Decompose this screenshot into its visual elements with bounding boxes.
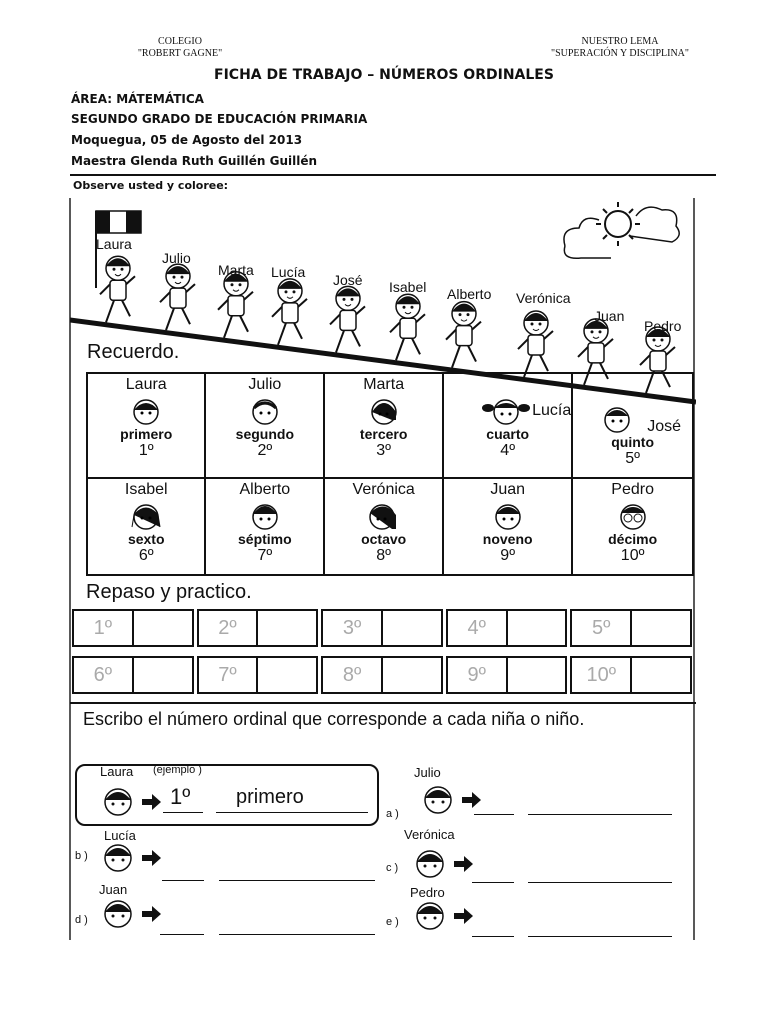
- practice-row-2: [72, 656, 692, 694]
- boy-face-icon: [490, 501, 526, 531]
- item-letter-b: b ): [75, 850, 88, 862]
- answer-word-line[interactable]: [528, 936, 672, 937]
- practice-pair: [446, 609, 568, 647]
- race-name-laura: Laura: [96, 236, 132, 252]
- child-face-arrow-icon: [105, 845, 161, 871]
- practice-pair: [570, 609, 692, 647]
- practice-answer-box[interactable]: [258, 609, 318, 647]
- teacher-label: Maestra Glenda Ruth Guillén Guillén: [71, 154, 318, 168]
- cell-name: José: [647, 418, 682, 435]
- practice-pair: [446, 656, 568, 694]
- practice-pair: [197, 609, 319, 647]
- cell-name: Marta: [363, 376, 405, 393]
- cell-name: Alberto: [239, 481, 291, 499]
- cell-number: 6º: [138, 547, 154, 565]
- cell-ordinal: tercero: [359, 426, 408, 442]
- cell-ordinal: noveno: [482, 531, 533, 548]
- running-child-figure: [160, 264, 195, 330]
- practice-number: 8º: [321, 656, 383, 694]
- recuerdo-cell: [443, 373, 572, 478]
- section-divider: [70, 702, 696, 704]
- running-child-figure: [446, 302, 481, 368]
- running-child-figure: [272, 279, 307, 345]
- cell-ordinal: décimo: [608, 531, 658, 548]
- cell-name: Juan: [490, 481, 526, 499]
- cell-number: 10º: [620, 547, 645, 565]
- practice-number: 6º: [72, 656, 134, 694]
- practice-answer-box[interactable]: [632, 656, 692, 694]
- recuerdo-cell: [324, 373, 443, 478]
- answer-word-line[interactable]: [528, 814, 672, 815]
- item-letter-d: d ): [75, 914, 88, 926]
- race-name-julio: Julio: [162, 250, 191, 266]
- running-child-figure: [100, 256, 135, 322]
- child-face-arrow-icon: [417, 851, 473, 877]
- practice-number: 4º: [446, 609, 508, 647]
- cell-ordinal: sexto: [127, 531, 165, 548]
- practice-number: 9º: [446, 656, 508, 694]
- instruction-text: Observe usted y coloree:: [73, 179, 229, 192]
- recuerdo-cell: [443, 478, 572, 575]
- race-name-veronica: Verónica: [516, 290, 571, 306]
- recuerdo-cell: [205, 373, 324, 478]
- cell-ordinal: quinto: [611, 434, 654, 450]
- cell-name: Lucía: [532, 402, 572, 419]
- date-label: Moquegua, 05 de Agosto del 2013: [71, 133, 303, 147]
- example-word: primero: [236, 786, 304, 808]
- header-divider: [70, 174, 716, 176]
- cell-number: 9º: [500, 547, 516, 565]
- cell-number: 7º: [257, 547, 273, 565]
- cell-number: 3º: [376, 442, 392, 459]
- cell-name: Verónica: [352, 481, 415, 499]
- item-letter-e: e ): [386, 916, 399, 928]
- answer-word-line[interactable]: [219, 934, 375, 935]
- cell-ordinal: octavo: [361, 531, 407, 548]
- practice-answer-box[interactable]: [383, 609, 443, 647]
- school-name: [120, 36, 240, 60]
- recuerdo-heading: Recuerdo.: [87, 341, 180, 363]
- practice-answer-box[interactable]: [632, 609, 692, 647]
- girl-face-icon: [128, 396, 164, 426]
- practice-pair: [197, 656, 319, 694]
- girl-face-icon: [128, 501, 164, 531]
- child-face-arrow-icon: [417, 903, 473, 929]
- race-name-juan: Juan: [594, 308, 625, 324]
- child-face-arrow-icon: [105, 789, 161, 815]
- area-label: ÁREA: MÁTEMÁTICA: [71, 92, 204, 106]
- cell-ordinal: segundo: [235, 426, 295, 442]
- item-name-juan: Juan: [99, 882, 128, 897]
- cell-number: 4º: [500, 442, 516, 459]
- answer-word-line[interactable]: [219, 880, 375, 881]
- item-name-veronica: Verónica: [404, 827, 455, 842]
- practice-number: 10º: [570, 656, 632, 694]
- example-number: 1º: [170, 784, 191, 809]
- answer-word-line[interactable]: [528, 882, 672, 883]
- running-child-figure: [390, 294, 425, 360]
- girl-face-icon: [366, 396, 402, 426]
- race-name-lucia: Lucía: [271, 264, 306, 280]
- girl-face-icon: [480, 396, 532, 426]
- boy-face-icon: [599, 404, 635, 434]
- practice-number: 2º: [197, 609, 259, 647]
- repaso-heading: Repaso y practico.: [86, 581, 252, 603]
- practice-answer-box[interactable]: [383, 656, 443, 694]
- cell-name: Laura: [125, 376, 167, 393]
- practice-pair: [321, 609, 443, 647]
- cell-ordinal: cuarto: [486, 426, 530, 442]
- practice-number: 7º: [197, 656, 259, 694]
- race-name-alberto: Alberto: [447, 286, 492, 302]
- recuerdo-cell: [87, 373, 205, 478]
- example-name: Laura: [100, 764, 134, 779]
- item-name-lucia: Lucía: [104, 828, 136, 843]
- school-line2: "ROBERT GAGNE": [137, 48, 223, 59]
- cell-number: 8º: [376, 547, 392, 565]
- item-letter-a: a ): [386, 808, 399, 820]
- cell-number: 2º: [257, 442, 273, 459]
- running-child-figure: [218, 272, 253, 338]
- child-face-arrow-icon: [105, 901, 161, 927]
- cell-ordinal: primero: [120, 426, 173, 442]
- item-name-pedro: Pedro: [410, 885, 445, 900]
- answer-number-line[interactable]: [472, 882, 514, 883]
- recuerdo-table: [86, 372, 694, 576]
- practice-answer-box[interactable]: [134, 609, 194, 647]
- cell-ordinal: séptimo: [238, 531, 292, 548]
- recuerdo-cell: [87, 478, 205, 575]
- race-name-marta: Marta: [218, 262, 254, 278]
- boy-face-icon: [247, 501, 283, 531]
- school-line1: COLEGIO: [158, 36, 202, 47]
- motto-line2: "SUPERACIÓN Y DISCIPLINA": [551, 48, 689, 59]
- race-name-jose: José: [333, 272, 363, 288]
- motto-line1: NUESTRO LEMA: [581, 36, 659, 47]
- item-name-julio: Julio: [414, 765, 441, 780]
- cell-number: 5º: [625, 450, 640, 467]
- cell-name: Isabel: [124, 481, 168, 499]
- item-letter-c: c ): [386, 862, 399, 874]
- practice-pair: [570, 656, 692, 694]
- child-face-arrow-icon: [425, 787, 481, 813]
- escribo-faces: [70, 760, 696, 940]
- practice-number: 3º: [321, 609, 383, 647]
- practice-number: 5º: [570, 609, 632, 647]
- girl-face-icon: [366, 501, 402, 531]
- school-motto: [520, 36, 720, 60]
- example-note: (ejemplo ): [153, 764, 202, 776]
- cell-number: 1º: [138, 442, 154, 459]
- practice-number: 1º: [72, 609, 134, 647]
- practice-pair: [72, 609, 194, 647]
- answer-number-line[interactable]: [472, 936, 514, 937]
- practice-row-1: [72, 609, 692, 647]
- escribo-heading: Escribo el número ordinal que corresponde a cada niña o niño.: [83, 709, 585, 729]
- recuerdo-cell: [205, 478, 324, 575]
- answer-number-line[interactable]: [474, 814, 514, 815]
- page-title: FICHA DE TRABAJO – NÚMEROS ORDINALES: [214, 67, 554, 83]
- race-name-isabel: Isabel: [389, 279, 427, 295]
- recuerdo-cell: [572, 373, 693, 478]
- answer-number-line[interactable]: [160, 934, 204, 935]
- recuerdo-cell: [572, 478, 693, 575]
- boy-with-glasses-icon: [615, 501, 651, 531]
- grade-label: SEGUNDO GRADO DE EDUCACIÓN PRIMARIA: [71, 112, 368, 126]
- practice-pair: [72, 656, 194, 694]
- running-child-figure: [330, 286, 365, 352]
- answer-number-line[interactable]: [162, 880, 204, 881]
- boy-face-icon: [247, 396, 283, 426]
- practice-answer-box[interactable]: [258, 656, 318, 694]
- race-name-pedro: Pedro: [644, 318, 682, 334]
- cell-name: Pedro: [611, 481, 654, 499]
- recuerdo-cell: [324, 478, 443, 575]
- running-child-figure: [518, 311, 553, 377]
- cell-name: Julio: [248, 376, 282, 393]
- practice-answer-box[interactable]: [508, 656, 568, 694]
- practice-pair: [321, 656, 443, 694]
- practice-answer-box[interactable]: [508, 609, 568, 647]
- practice-answer-box[interactable]: [134, 656, 194, 694]
